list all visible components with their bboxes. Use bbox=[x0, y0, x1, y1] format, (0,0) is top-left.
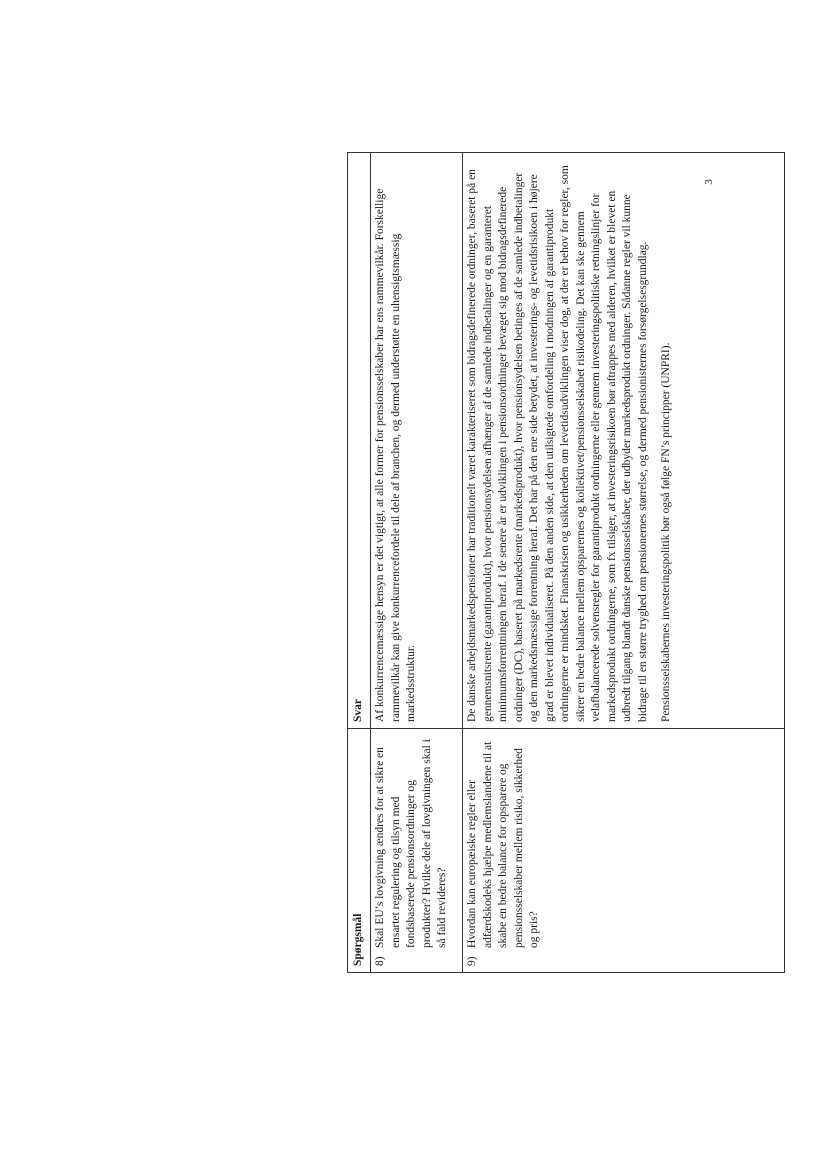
answer-cell bbox=[463, 153, 785, 729]
question-cell bbox=[371, 729, 463, 973]
question-cell bbox=[463, 729, 785, 973]
question-number: 9) bbox=[466, 956, 478, 966]
header-answer: Svar bbox=[348, 153, 371, 729]
header-question: Spørgsmål bbox=[348, 729, 371, 973]
table-row bbox=[463, 153, 785, 973]
consultation-table-rotated bbox=[347, 153, 785, 973]
answer-paragraph: Pensionsselskabernes investeringspolitik bør også følge FN’s principper (UNPRI). bbox=[660, 342, 672, 722]
answer-paragraph: Af konkurrencemæssige hensyn er det vigtigt, at alle former for pensionsselskaber har ens rammevilkår. Forskellige rammevilkår kan give konkurrencefordele til dele af branchen, og dermed understøtte en uhensigtsmæssig markedsstruktur. bbox=[374, 188, 417, 722]
consultation-table bbox=[347, 152, 785, 973]
answer-paragraph: De danske arbejdsmarkedspensioner har traditionelt været karakteriseret som bidragsdefinerede ordninger, baseret på en gennemsnitsrente (garantiprodukt), hvor pensionsydelsen afhænger af de samlede indbetalinger og en garanteret minimumsforrentningen heraf. I de senere år er udviklingen i pensionsordninger bevæget sig mod bidragsdefinerede ordninger (DC), baseret på markedsrente (markedsprodukt), hvor pensionsydelsen betinges af de samlede indbetalinger og den markedsmæssige forrentning heraf. Det har på den ene side betydet, at investerings- og levetidsrisikoen i højere grad er blevet individualiseret. På den anden side, at den utilsigtede omfordeling i modningen af garantiprodukt ordningerne er mindsket. Finanskrisen og usikkerheden om levetidsudviklingen viser dog, at der er behov for regler, som sikrer en bedre balance mellem opsparernes og kollektivet/pensionsselskabet risikodeling. Det kan ske gennem velafbalancerede solvensregler for garantiprodukt ordningerne eller gennem investeringspolitiske retningslinjer for markedsprodukt ordningerne, som fx tilsiger, at investeringsrisikoen bør aftrappes med alderen, hvilket er blevet en udbredt tilgang blandt danske pensionsselskaber, der udbyder markedsprodukt ordninger. Sådanne regler vil kunne bidrage til en større tryghed om pensionernes størrelse, og dermed pensionisternes forsørgelsesgrundlag. bbox=[466, 165, 649, 722]
question-number: 8) bbox=[374, 956, 386, 966]
page-number: 3 bbox=[703, 179, 715, 185]
question-text: Skal EU’s lovgivning ændres for at sikre en ensartet regulering og tilsyn med fondsbaserede pensionsordninger og produkter? Hvilke dele af lovgivningen skal i så fald revideres? bbox=[374, 739, 448, 948]
question-text: Hvordan kan europæiske regler eller adfærdskodeks hjælpe medlemslandene til at skabe en bedre balance for opsparere og pensionsselskaber mellem risiko, sikkerhed og pris? bbox=[466, 741, 540, 948]
table-header-row bbox=[348, 153, 371, 973]
table-row bbox=[371, 153, 463, 973]
answer-cell bbox=[371, 153, 463, 729]
